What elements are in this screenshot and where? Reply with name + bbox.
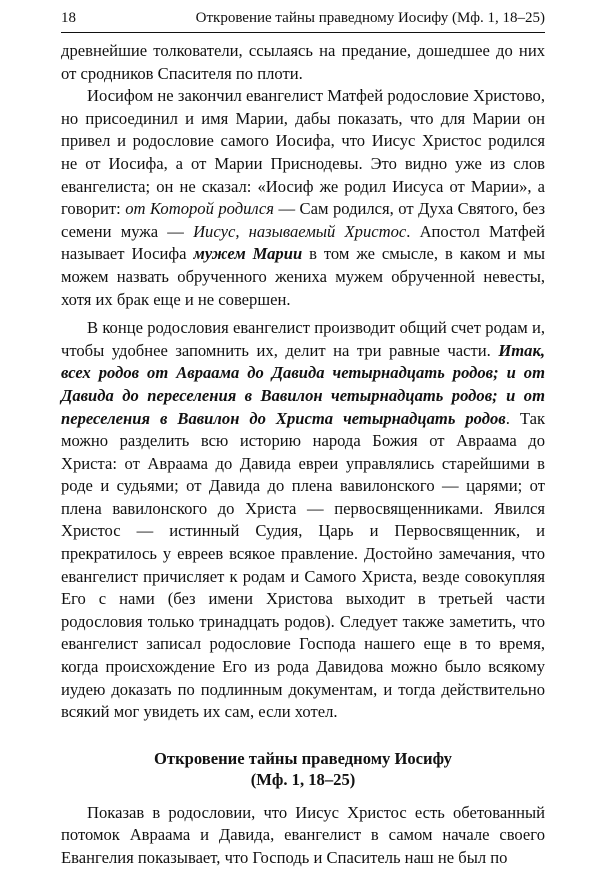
paragraph-2-italic-1: от Которой родился — [125, 199, 274, 219]
paragraph-3-text-1: В конце родословия евангелист производит общий счет родам и, чтобы удобнее запомнить их, делит на три равные части. — [61, 318, 545, 360]
paragraph-2-text-1: Иосифом не закончил евангелист Матфей родословие Христово, но присоединил и имя Марии, дабы показать, что для Марии он привел и родословие самого Иосифа, что Иисус Христос родился не от Иосифа, а от Марии Приснодевы. Это видно уже из слов евангелиста; он не сказал: «Иосиф же родил Иисуса от Марии», а говорит: — [61, 86, 545, 219]
paragraph-2-text-4: в том же смысле, в каком и мы можем назвать обрученного жениха мужем обрученной невесты, хотя их брак еще и не совершен. — [61, 244, 545, 309]
page-number: 18 — [61, 10, 76, 26]
paragraph-3-scripture-quote: Итак, всех родов от Авраама до Давида четырнадцать родов; и от Давида до переселения в Вавилон четырнадцать родов; и от переселения в Вавилон до Христа четырнадцать родов — [61, 340, 545, 428]
paragraph-2-italic-2: Иисус, называемый Христос — [193, 221, 407, 241]
page-body — [61, 40, 545, 870]
paragraph-2-text-2: — Сам родился, от Духа Святого, без семени мужа — — [61, 199, 545, 241]
paragraph-1-text: древнейшие толкователи, ссылаясь на предание, дошедшее до них от сродников Спасителя по плоти. — [61, 41, 545, 83]
paragraph-2-bold-italic: мужем Марии — [193, 244, 303, 264]
paragraph-2-text-3: . Апостол Матфей называет Иосифа — [61, 221, 545, 264]
section-title-line-2: (Мф. 1, 18–25) — [250, 769, 356, 789]
paragraph-section-start — [61, 802, 545, 870]
section-title-line-1: Откровение тайны праведному Иосифу — [154, 748, 452, 768]
paragraph-3-text-2: . Так можно разделить всю историю народа Божия от Авраама до Христа: от Авраама до Давида евреи управлялись старейшими в роде и судьями; от Давида до плена вавилонского — царями; от плена вавилонского до Христа — первосвященниками. Явился Христос — истинный Судия, Царь и Первосвященник, и прекратилось у евреев всякое правление. Достойно замечания, что евангелист причисляет к родам и Самого Христа, везде совокупляя Его с нами (без имени Христова выходит в третьей части родословия только тринадцать родов). Следует также заметить, что евангелист записал родословие Господа нашего еще в то время, когда происхождение Его из рода Давидова можно было всякому иудею доказать по подлинным документам, и тогда действительно всякий мог увидеть их сам, если хотел. — [61, 408, 546, 722]
running-title: Откровение тайны праведному Иосифу (Мф. 1, 18–25) — [195, 10, 545, 26]
paragraph-4-text: Показав в родословии, что Иисус Христос есть обетованный потомок Авраама и Давида, евангелист в самом начале своего Евангелия показывает, что Господь и Спаситель наш не был по — [61, 802, 545, 867]
header-rule — [61, 32, 545, 33]
paragraph-generations-count — [61, 317, 545, 724]
section-heading — [61, 748, 545, 790]
paragraph-continued — [61, 40, 545, 85]
running-header — [61, 8, 545, 30]
paragraph-matthew-genealogy — [61, 85, 545, 311]
